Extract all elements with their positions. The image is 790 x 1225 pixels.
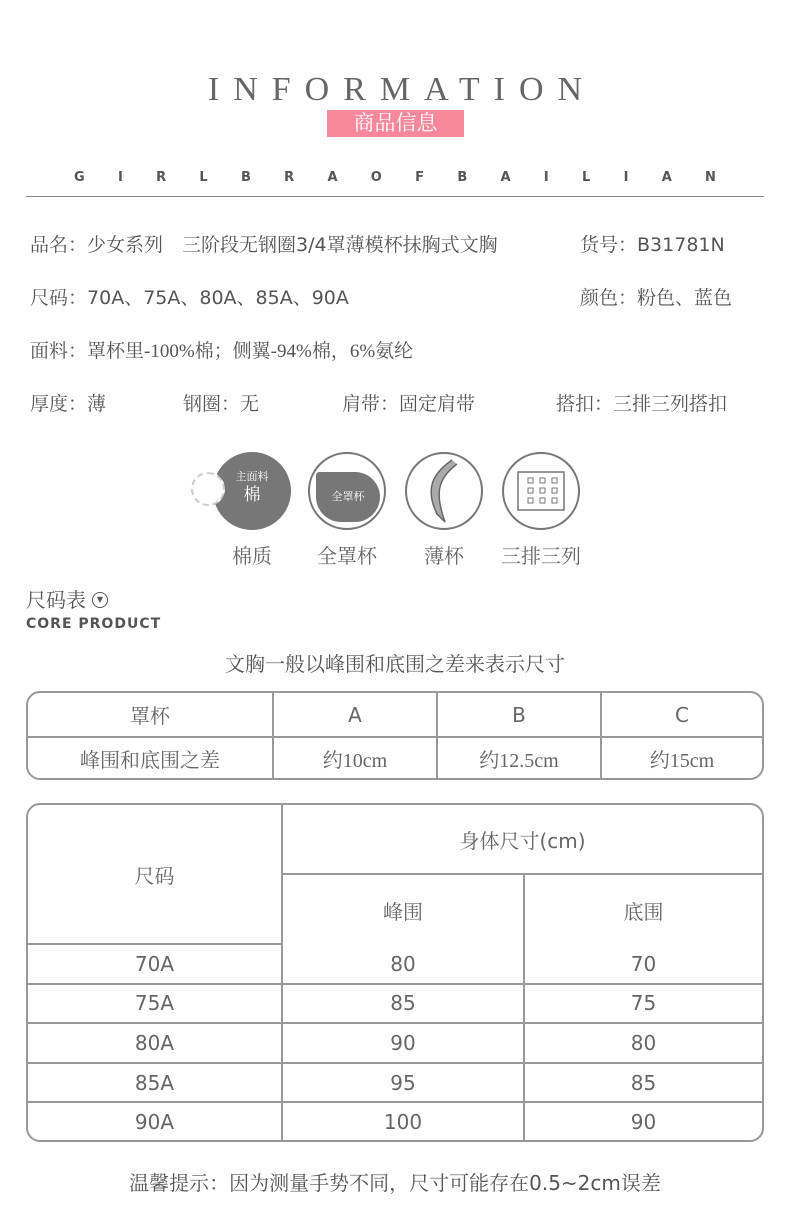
table-cell: 90 [630, 1109, 657, 1134]
table-cell: 100 [283, 1103, 525, 1140]
full-cup-icon: 全罩杯 [308, 452, 386, 530]
table-cell: B [438, 693, 602, 738]
table-cell: 约15cm [649, 749, 715, 772]
table-row [28, 1064, 762, 1104]
table-cell: 70A [28, 945, 283, 985]
subtitle-letter: G [74, 170, 85, 185]
table-cell: 90A [28, 1103, 283, 1140]
table-cell: 底围 [623, 899, 664, 924]
table-cell: 85 [525, 1064, 762, 1104]
feature-label: 棉质 [232, 544, 272, 568]
table-cell: 80 [283, 945, 525, 985]
table-row [28, 945, 762, 985]
table-cell: 身体尺寸(cm) [283, 805, 762, 875]
subtitle-letter: I [117, 170, 123, 185]
subtitle-letter: O [370, 170, 382, 185]
product-thickness: 厚度：薄 [30, 393, 107, 415]
table-row [28, 1103, 762, 1140]
size-chart-title: 尺码表 ▼ [26, 588, 108, 612]
subtitle-letter: F [415, 170, 425, 185]
feature-label: 全罩杯 [317, 544, 377, 568]
table-cell: 罩杯 [28, 693, 274, 738]
table-cell: 约12.5cm [438, 738, 602, 778]
product-hook: 搭扣：三排三列搭扣 [556, 393, 728, 415]
table-row [28, 985, 762, 1025]
thin-cup-icon [405, 452, 483, 530]
subtitle-letter: N [705, 170, 716, 185]
product-sku: 货号：B31781N [580, 234, 725, 256]
feature-label: 三排三列 [501, 544, 581, 568]
cup-table [26, 691, 764, 780]
table-cell: 85A [28, 1064, 283, 1104]
size-chart-note: 文胸一般以峰围和底围之差来表示尺寸 [225, 652, 565, 676]
page-title: INFORMATION [207, 71, 597, 108]
title-badge: 商品信息 [327, 110, 464, 137]
table-cell: 75A [28, 985, 283, 1025]
subtitle-letter: I [543, 170, 549, 185]
table-cell: 峰围 [283, 875, 525, 945]
size-chart-subtitle: CORE PRODUCT [26, 616, 162, 632]
chevron-down-icon: ▼ [92, 592, 108, 608]
subtitle-letter: L [581, 170, 591, 185]
table-cell: 70 [525, 945, 762, 985]
product-sizes: 尺码：70A、75A、80A、85A、90A [30, 287, 349, 309]
table-cell: 尺码 [28, 805, 283, 945]
feature-label: 薄杯 [424, 544, 464, 568]
table-cell: 75 [525, 985, 762, 1025]
table-cell: 95 [283, 1064, 525, 1104]
table-cell: A [274, 693, 438, 738]
subtitle-letter: R [284, 170, 295, 185]
subtitle-letter: A [500, 170, 511, 185]
table-cell: 约10cm [274, 738, 438, 778]
footer-tip: 温馨提示：因为测量手势不同，尺寸可能存在0.5~2cm误差 [129, 1171, 661, 1195]
table-cell: 峰围和底围之差 [28, 738, 274, 778]
table-cell: C [602, 693, 762, 738]
subtitle-letters [26, 170, 764, 186]
table-cell: 80A [28, 1024, 283, 1064]
table-cell: 80 [525, 1024, 762, 1064]
product-strap: 肩带：固定肩带 [342, 393, 476, 415]
subtitle-letter: A [661, 170, 672, 185]
table-cell: 90 [283, 1024, 525, 1064]
product-fabric: 面料：罩杯里-100%棉；侧翼-94%棉，6%氨纶 [30, 340, 414, 362]
product-name: 品名：少女系列 三阶段无钢圈3/4罩薄模杯抹胸式文胸 [30, 234, 498, 256]
subtitle-letter: B [240, 170, 251, 185]
product-colors: 颜色：粉色、蓝色 [580, 287, 733, 309]
cotton-icon: 主面料 棉 [213, 452, 291, 530]
subtitle-letter: A [327, 170, 338, 185]
table-cell: 85 [283, 985, 525, 1025]
subtitle-letter: R [156, 170, 167, 185]
hook-eye-icon [502, 452, 580, 530]
subtitle-letter: L [199, 170, 208, 185]
subtitle-letter: I [623, 170, 629, 185]
subtitle-letter: B [457, 170, 468, 185]
divider [26, 196, 764, 197]
size-table [26, 803, 764, 1142]
product-wire: 钢圈：无 [183, 393, 260, 415]
table-row [28, 1024, 762, 1064]
